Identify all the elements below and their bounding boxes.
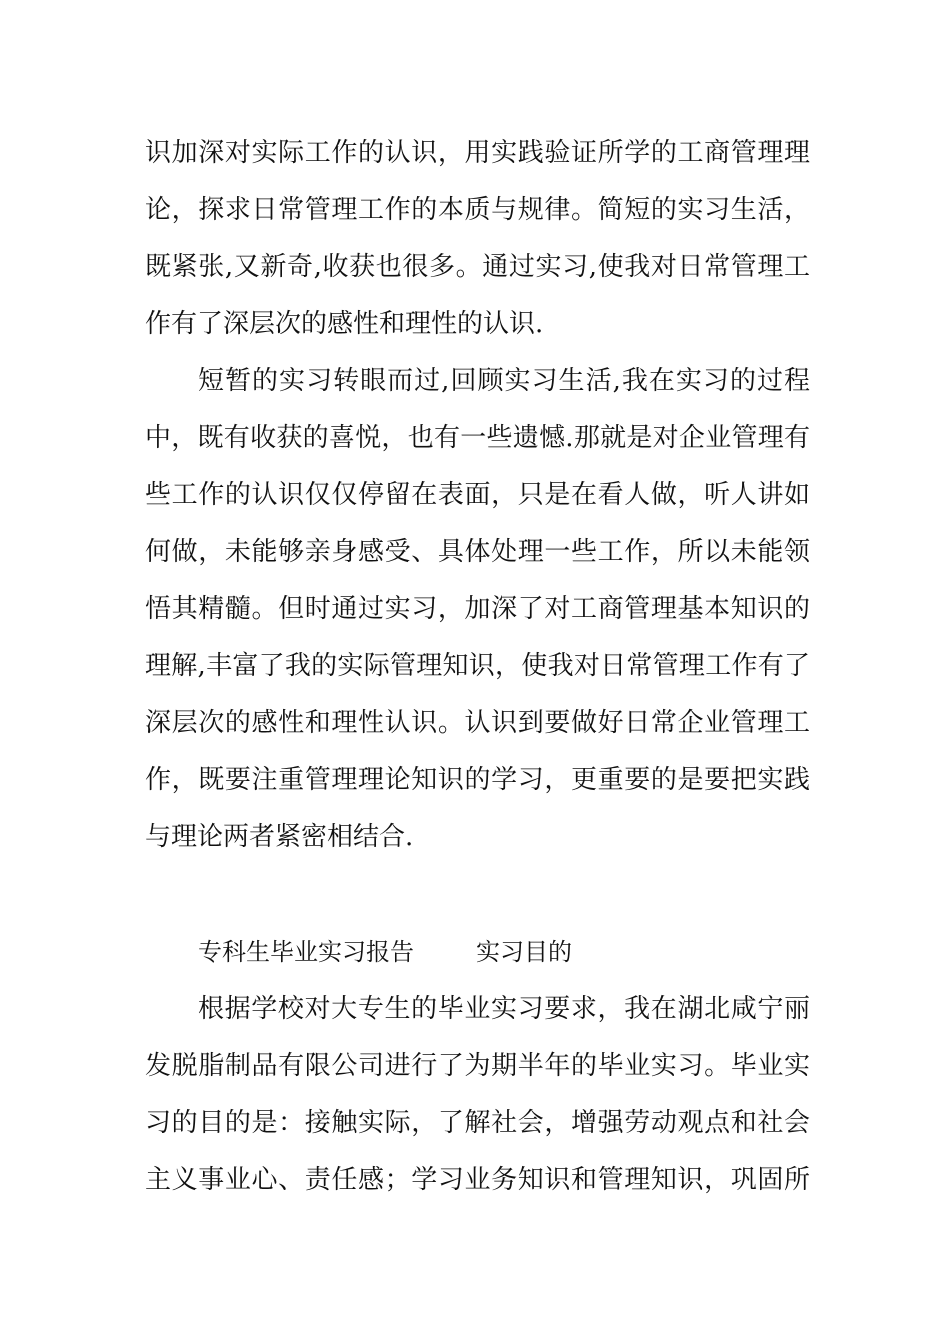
text-line: 何做，未能够亲身感受、具体处理一些工作，所以未能领 xyxy=(145,537,810,567)
text-line: 论，探求日常管理工作的本质与规律。简短的实习生活， xyxy=(145,195,810,225)
text-line: 习的目的是：接触实际，了解社会，增强劳动观点和社会 xyxy=(145,1108,810,1138)
section-title: 专科生毕业实习报告 xyxy=(198,938,414,966)
text-line: 既紧张,又新奇,收获也很多。通过实习,使我对日常管理工 xyxy=(145,252,810,282)
text-line: 短暂的实习转眼而过,回顾实习生活,我在实习的过程 xyxy=(198,366,810,396)
text-line: 识加深对实际工作的认识，用实践验证所学的工商管理理 xyxy=(145,138,810,168)
text-line: 主义事业心、责任感；学习业务知识和管理知识，巩固所 xyxy=(145,1165,810,1195)
text-line: 与理论两者紧密相结合. xyxy=(145,822,414,852)
text-line: 中，既有收获的喜悦，也有一些遗憾.那就是对企业管理有 xyxy=(145,423,810,453)
text-line: 发脱脂制品有限公司进行了为期半年的毕业实习。毕业实 xyxy=(145,1051,810,1081)
text-line: 些工作的认识仅仅停留在表面，只是在看人做，听人讲如 xyxy=(145,480,810,510)
text-line: 理解,丰富了我的实际管理知识，使我对日常管理工作有了 xyxy=(145,651,810,681)
text-line: 作，既要注重管理理论知识的学习，更重要的是要把实践 xyxy=(145,765,810,795)
section-subtitle: 实习目的 xyxy=(476,938,572,966)
text-line: 深层次的感性和理性认识。认识到要做好日常企业管理工 xyxy=(145,708,810,738)
text-line: 作有了深层次的感性和理性的认识. xyxy=(145,309,544,339)
text-line: 根据学校对大专生的毕业实习要求，我在湖北咸宁丽 xyxy=(198,994,810,1024)
text-line: 悟其精髓。但时通过实习，加深了对工商管理基本知识的 xyxy=(145,594,810,624)
